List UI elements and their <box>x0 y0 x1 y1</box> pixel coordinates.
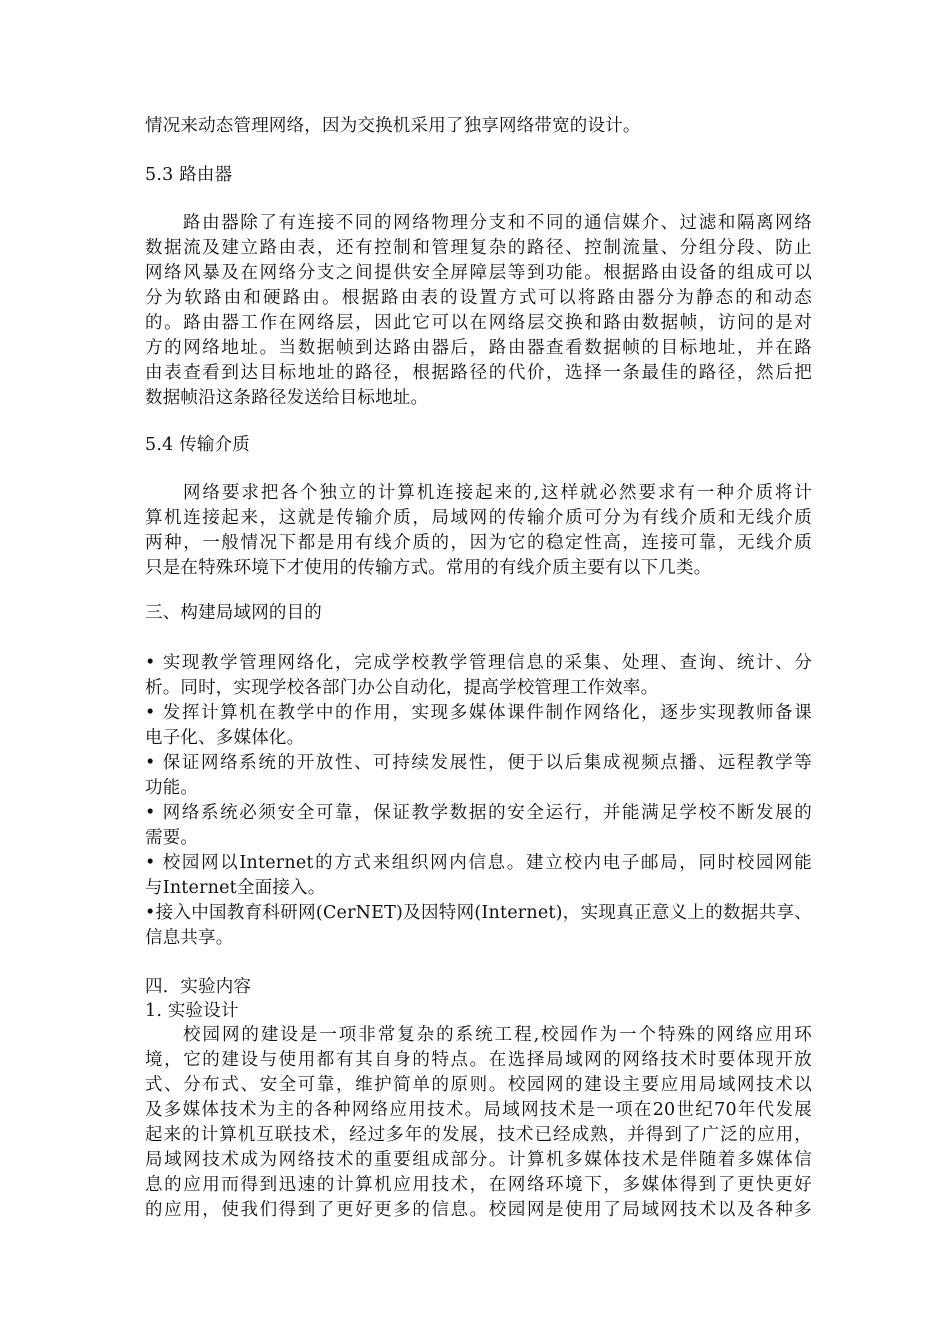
paragraph-line: 式、分布式、安全可靠，维护简单的原则。校园网的建设主要应用局域网技术以 <box>145 1075 812 1095</box>
paragraph-line: 两种，一般情况下都是用有线介质的，因为它的稳定性高，连接可靠，无线介质 <box>145 533 812 553</box>
intro-line: 情况来动态管理网络，因为交换机采用了独享网络带宽的设计。 <box>145 116 641 136</box>
bullet-line: • 实现教学管理网络化，完成学校教学管理信息的采集、处理、查询、统计、分 <box>145 653 812 673</box>
paragraph-line: 分为软路由和硬路由。根据路由表的设置方式可以将路由器分为静态的和动态 <box>145 288 812 308</box>
bullet-line: • 发挥计算机在教学中的作用，实现多媒体课件制作网络化，逐步实现教师备课 <box>145 703 812 723</box>
bullet-line: 需要。 <box>145 828 199 848</box>
section-heading-5-4: 5.4 传输介质 <box>145 435 250 455</box>
paragraph-line: 起来的计算机互联技术，经过多年的发展，技术已经成熟，并得到了广泛的应用， <box>145 1125 812 1145</box>
paragraph-line: 路由器除了有连接不同的网络物理分支和不同的通信媒介、过滤和隔离网络 <box>183 213 812 233</box>
paragraph-line: 境，它的建设与使用都有其自身的特点。在选择局域网的网络技术时要体现开放 <box>145 1050 812 1070</box>
bullet-line: •接入中国教育科研网(CerNET)及因特网(Internet)，实现真正意义上的数据共享、 <box>145 903 812 923</box>
bullet-line: • 保证网络系统的开放性、可持续发展性，便于以后集成视频点播、远程教学等 <box>145 753 812 773</box>
section-heading-3: 三、构建局域网的目的 <box>145 603 322 623</box>
paragraph-line: 息的应用而得到迅速的计算机应用技术，在网络环境下，多媒体得到了更快更好 <box>145 1175 812 1195</box>
paragraph-line: 只是在特殊环境下才使用的传输方式。常用的有线介质主要有以下几类。 <box>145 558 712 578</box>
section-heading-4: 四．实验内容 <box>145 977 252 997</box>
bullet-line: 功能。 <box>145 778 199 798</box>
bullet-line: • 网络系统必须安全可靠，保证教学数据的安全运行，并能满足学校不断发展的 <box>145 803 812 823</box>
section-heading-5-3: 5.3 路由器 <box>145 165 233 185</box>
paragraph-line: 算机连接起来，这就是传输介质，局域网的传输介质可分为有线介质和无线介质 <box>145 508 812 528</box>
paragraph-line: 的应用，使我们得到了更好更多的信息。校园网是使用了局域网技术以及各种多 <box>145 1200 812 1220</box>
subheading-experiment-design: 1. 实验设计 <box>145 1001 239 1021</box>
bullet-line: 与Internet全面接入。 <box>145 878 326 898</box>
paragraph-line: 数据帧沿这条路径发送给目标地址。 <box>145 388 429 408</box>
paragraph-line: 校园网的建设是一项非常复杂的系统工程,校园作为一个特殊的网络应用环 <box>183 1025 812 1045</box>
paragraph-line: 及多媒体技术为主的各种网络应用技术。局域网技术是一项在20世纪70年代发展 <box>145 1100 812 1120</box>
paragraph-line: 局域网技术成为网络技术的重要组成部分。计算机多媒体技术是伴随着多媒体信 <box>145 1150 812 1170</box>
paragraph-line: 方的网络地址。当数据帧到达路由器后，路由器查看数据帧的目标地址，并在路 <box>145 338 812 358</box>
paragraph-line: 由表查看到达目标地址的路径，根据路径的代价，选择一条最佳的路径，然后把 <box>145 363 812 383</box>
bullet-line: 信息共享。 <box>145 928 234 948</box>
bullet-line: • 校园网以Internet的方式来组织网内信息。建立校内电子邮局，同时校园网能 <box>145 853 812 873</box>
paragraph-line: 的。路由器工作在网络层，因此它可以在网络层交换和路由数据帧，访问的是对 <box>145 313 812 333</box>
paragraph-line: 网络要求把各个独立的计算机连接起来的,这样就必然要求有一种介质将计 <box>183 483 812 503</box>
bullet-line: 电子化、多媒体化。 <box>145 728 305 748</box>
paragraph-line: 数据流及建立路由表，还有控制和管理复杂的路径、控制流量、分组分段、防止 <box>145 238 812 258</box>
bullet-line: 析。同时，实现学校各部门办公自动化，提高学校管理工作效率。 <box>145 678 659 698</box>
paragraph-line: 网络风暴及在网络分支之间提供安全屏障层等到功能。根据路由设备的组成可以 <box>145 263 812 283</box>
